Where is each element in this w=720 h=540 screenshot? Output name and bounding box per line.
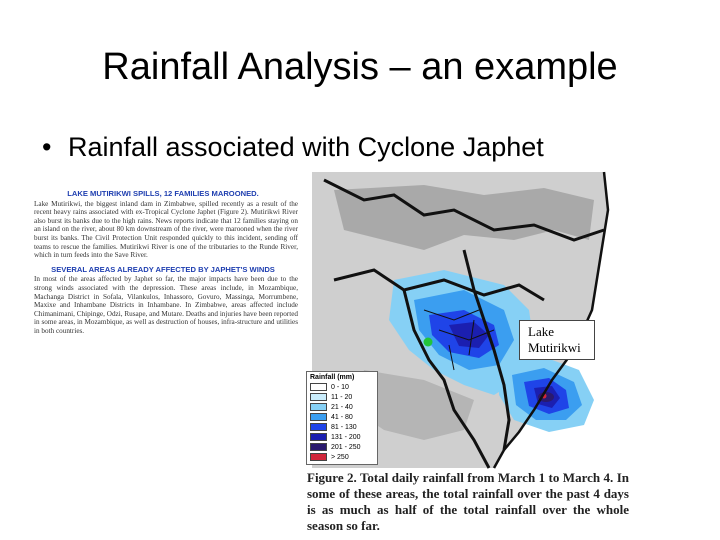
report-heading-lake: LAKE MUTIRIKWI SPILLS, 12 FAMILIES MAROONED. xyxy=(67,189,259,198)
legend-row xyxy=(310,402,375,412)
legend-label: > 250 xyxy=(331,453,349,461)
legend-label: 11 - 20 xyxy=(331,393,353,401)
lake-mutirikwi-label xyxy=(519,320,595,360)
slide-title: Rainfall Analysis – an example xyxy=(102,46,618,88)
legend-row xyxy=(310,382,375,392)
legend-label: 21 - 40 xyxy=(331,403,353,411)
legend-row xyxy=(310,452,375,462)
legend-label: 81 - 130 xyxy=(331,423,357,431)
legend-swatch xyxy=(310,383,327,391)
bullet-text: Rainfall associated with Cyclone Japhet xyxy=(68,132,544,162)
legend-row xyxy=(310,422,375,432)
legend-row xyxy=(310,442,375,452)
legend-label: 0 - 10 xyxy=(331,383,349,391)
legend-row xyxy=(310,392,375,402)
legend-swatch xyxy=(310,423,327,431)
legend-row xyxy=(310,412,375,422)
lake-mutirikwi-marker xyxy=(424,338,433,347)
legend-rows xyxy=(310,382,375,462)
lake-label-line2: Mutirikwi xyxy=(528,340,581,355)
bullet-symbol: • xyxy=(42,132,52,162)
report-body-lake: Lake Mutirikwi, the biggest inland dam in Zimbabwe, spilled recently as a result of the recent heavy rains associated with ex-Tropical Cyclone Japhet (Figure 2). Mutirikwi River also burst its banks due to the high rains. News reports indicate that 12 families staying on an island on the river, about 80 km downstream of the river, were marooned when the river burst its banks. The Civil Protection Unit responded quickly to this incident, sending off teams to rescue the families. Mutirikwi River is one of the tributaries to the Runde River, which in turn feeds into the Save River. xyxy=(34,199,298,260)
legend-row xyxy=(310,432,375,442)
legend-label: 201 - 250 xyxy=(331,443,361,451)
legend-title: Rainfall (mm) xyxy=(310,374,355,381)
report-text-panel xyxy=(28,190,298,380)
legend-label: 41 - 80 xyxy=(331,413,353,421)
figure-caption: Figure 2. Total daily rainfall from March 1 to March 4. In some of these areas, the total rainfall over the past 4 days is as much as half of the total rainfall over the whole season so far. xyxy=(307,470,629,533)
lake-label-line1: Lake xyxy=(528,324,554,339)
report-body-winds: In most of the areas affected by Japhet so far, the major impacts have been due to the strong winds associated with the depression. These areas include, in Mozambique, Machanga District in Sofala, Vilankulos, Inhassoro, Govuro, Massinga, Morrumbene, Maxixe and Inhambane Districts in Inhambane. In Zimbabwe, areas affected include Chimanimani, Chipinge, Odzi, Rusape, and Mutare. Deaths and injuries have been reported in some areas, in Mozambique, as well as destruction of houses, infra-structure and utilities in both countries. xyxy=(34,275,298,335)
report-heading-winds: SEVERAL AREAS ALREADY AFFECTED BY JAPHET'S WINDS xyxy=(51,264,275,274)
legend-swatch xyxy=(310,443,327,451)
legend-swatch xyxy=(310,403,327,411)
bullet-item xyxy=(42,132,544,163)
legend-swatch xyxy=(310,433,327,441)
legend-label: 131 - 200 xyxy=(331,433,361,441)
legend-swatch xyxy=(310,413,327,421)
rainfall-legend xyxy=(306,371,378,465)
legend-swatch xyxy=(310,453,327,461)
legend-swatch xyxy=(310,393,327,401)
